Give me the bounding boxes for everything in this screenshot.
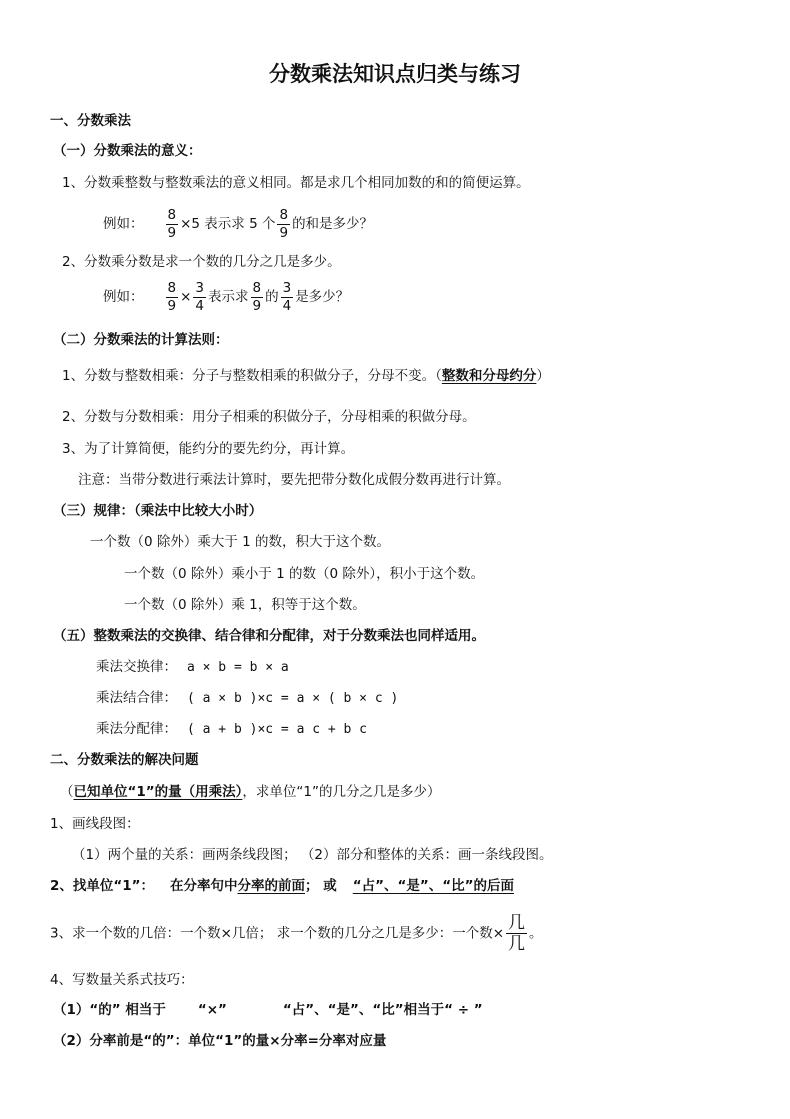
distributive-law: 乘法分配律： ( a + b )×c = a c + b c <box>96 721 368 737</box>
example-1: 例如： $\frac{8}{9}$ ×5 表示求 5 个 $\frac{8}{9}$ 的和是多少？ <box>103 206 374 241</box>
page-title: 分数乘法知识点归类与练习 <box>269 62 521 86</box>
fraction: $\frac{8}{9}$ <box>279 206 289 241</box>
subsection-laws-heading: （五）整数乘法的交换律、结合律和分配律，对于分数乘法也同样适用。 <box>53 628 485 644</box>
example-2: 例如： $\frac{8}{9}$ × $\frac{3}{4}$ 表示求 $\frac{8}{9}$ 的 $\frac{3}{4}$ 是多少？ <box>103 279 350 314</box>
section-1-heading: 一、分数乘法 <box>50 113 131 129</box>
rule-point-1: 1、分数与整数相乘：分子与整数相乘的积做分子，分母不变。（整数和分母约分） <box>62 368 550 384</box>
subsection-meaning-heading: （一）分数乘法的意义： <box>53 143 202 159</box>
fraction: $\frac{8}{9}$ <box>167 279 177 314</box>
pattern-2: 一个数（0 除外）乘小于 1 的数（0 除外），积小于这个数。 <box>124 566 485 582</box>
item-2: 2、找单位“1”： 在分率句中分率的前面； 或 “占”、“是”、“比”的后面 <box>50 878 514 894</box>
item-2-emphasis-2: “占”、“是”、“比”的后面 <box>352 878 514 894</box>
meaning-point-2: 2、分数乘分数是求一个数的几分之几是多少。 <box>62 254 341 270</box>
meaning-point-1: 1、分数乘整数与整数乘法的意义相同。都是求几个相同加数的和的简便运算。 <box>62 175 530 191</box>
item-1: 1、画线段图： <box>50 816 140 832</box>
rule-note: 注意：当带分数进行乘法计算时，要先把带分数化成假分数再进行计算。 <box>78 472 510 488</box>
pattern-3: 一个数（0 除外）乘 1，积等于这个数。 <box>124 597 366 613</box>
associative-law: 乘法结合律： ( a × b )×c = a × ( b × c ) <box>96 690 399 706</box>
subsection-rules-heading: （二）分数乘法的计算法则： <box>53 332 229 348</box>
intro-emphasis: 已知单位“1”的量（用乘法） <box>73 784 243 800</box>
section-2-intro: （已知单位“1”的量（用乘法），求单位“1”的几分之几是多少） <box>60 784 441 800</box>
tip-2: （2）分率前是“的”：单位“1”的量×分率=分率对应量 <box>53 1033 387 1049</box>
rule-point-2: 2、分数与分数相乘：用分子相乘的积做分子，分母相乘的积做分母。 <box>62 409 476 425</box>
example-label: 例如： <box>103 216 144 232</box>
tip-1: （1）“的” 相当于 “×” “占”、“是”、“比”相当于“ ÷ ” <box>53 1002 483 1018</box>
subsection-pattern-heading: （三）规律：（乘法中比较大小时） <box>53 503 263 519</box>
item-1-detail: （1）两个量的关系：画两条线段图； （2）部分和整体的关系：画一条线段图。 <box>72 847 553 863</box>
pattern-1: 一个数（0 除外）乘大于 1 的数，积大于这个数。 <box>90 534 391 550</box>
commutative-law: 乘法交换律： a × b = b × a <box>96 659 289 675</box>
fraction: $\frac{8}{9}$ <box>252 279 262 314</box>
item-2-emphasis: 分率的前面 <box>237 878 306 894</box>
fraction: $\frac{3}{4}$ <box>195 279 204 314</box>
fraction: $\frac{3}{4}$ <box>282 279 292 314</box>
rule-point-3: 3、为了计算简便，能约分的要先约分，再计算。 <box>62 441 355 457</box>
section-2-heading: 二、分数乘法的解决问题 <box>50 752 199 768</box>
fraction: $\frac{8}{9}$ <box>167 206 177 241</box>
fraction: 几 几 <box>508 913 526 954</box>
rule-emphasis: 整数和分母约分 <box>441 368 537 384</box>
item-3: 3、求一个数的几倍：一个数×几倍； 求一个数的几分之几是多少：一个数× 几 几 。 <box>50 913 543 954</box>
item-4: 4、写数量关系式技巧： <box>50 972 194 988</box>
example-label: 例如： <box>103 289 144 305</box>
